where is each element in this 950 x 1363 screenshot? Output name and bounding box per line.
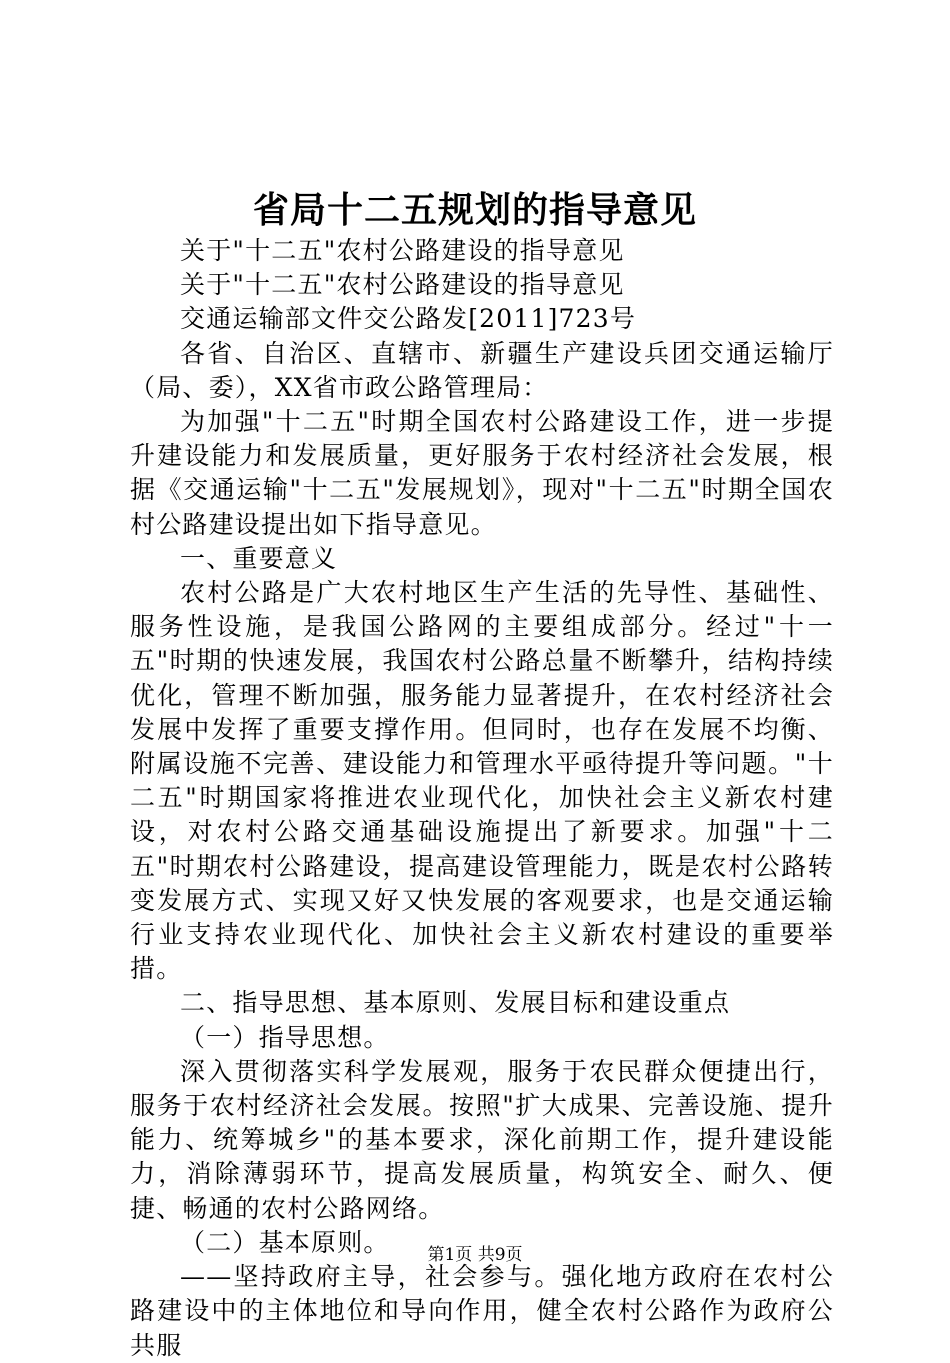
section-heading: 二、指导思想、基本原则、发展目标和建设重点	[180, 988, 731, 1018]
section-heading: 一、重要意义	[180, 543, 338, 573]
document-body	[130, 234, 834, 1363]
paragraph: 深入贯彻落实科学发展观，服务于农民群众便捷出行，服务于农村经济社会发展。按照"扩大成果、完善设施、提升能力、统筹城乡"的基本要求，深化前期工作，提升建设能力，消除薄弱环节，提高发展质量，构筑安全、耐久、便捷、畅通的农村公路网络。	[130, 1056, 834, 1223]
subsection-heading: （二）基本原则。	[180, 1227, 390, 1257]
page-footer: 第1页 共9页	[427, 1245, 523, 1265]
paragraph: 农村公路是广大农村地区生产生活的先导性、基础性、服务性设施，是我国公路网的主要组成部分。经过"十一五"时期的快速发展，我国农村公路总量不断攀升，结构持续优化，管理不断加强，服务能力显著提升，在农村经济社会发展中发挥了重要支撑作用。但同时，也存在发展不均衡、附属设施不完善、建设能力和管理水平亟待提升等问题。"十二五"时期国家将推进农业现代化，加快社会主义新农村建设，对农村公路交通基础设施提出了新要求。加强"十二五"时期农村公路建设，提高建设管理能力，既是农村公路转变发展方式、实现又好又快发展的客观要求，也是交通运输行业支持农业现代化、加快社会主义新农村建设的重要举措。	[130, 578, 834, 984]
paragraph: 关于"十二五"农村公路建设的指导意见	[180, 270, 625, 300]
document-title: 省局十二五规划的指导意见	[252, 189, 697, 231]
paragraph: 为加强"十二五"时期全国农村公路建设工作，进一步提升建设能力和发展质量，更好服务于农村经济社会发展，根据《交通运输"十二五"发展规划》，现对"十二五"时期全国农村公路建设提出如下指导意见。	[130, 407, 834, 539]
paragraph: ——坚持政府主导，社会参与。强化地方政府在农村公路建设中的主体地位和导向作用，健全农村公路作为政府公共服	[130, 1262, 834, 1360]
paragraph: 交通运输部文件交公路发[2011]723号	[180, 304, 637, 334]
subsection-heading: （一）指导思想。	[180, 1022, 390, 1052]
paragraph: 关于"十二五"农村公路建设的指导意见	[180, 236, 625, 265]
paragraph: 各省、自治区、直辖市、新疆生产建设兵团交通运输厅（局、委），XX省市政公路管理局：	[130, 338, 834, 402]
